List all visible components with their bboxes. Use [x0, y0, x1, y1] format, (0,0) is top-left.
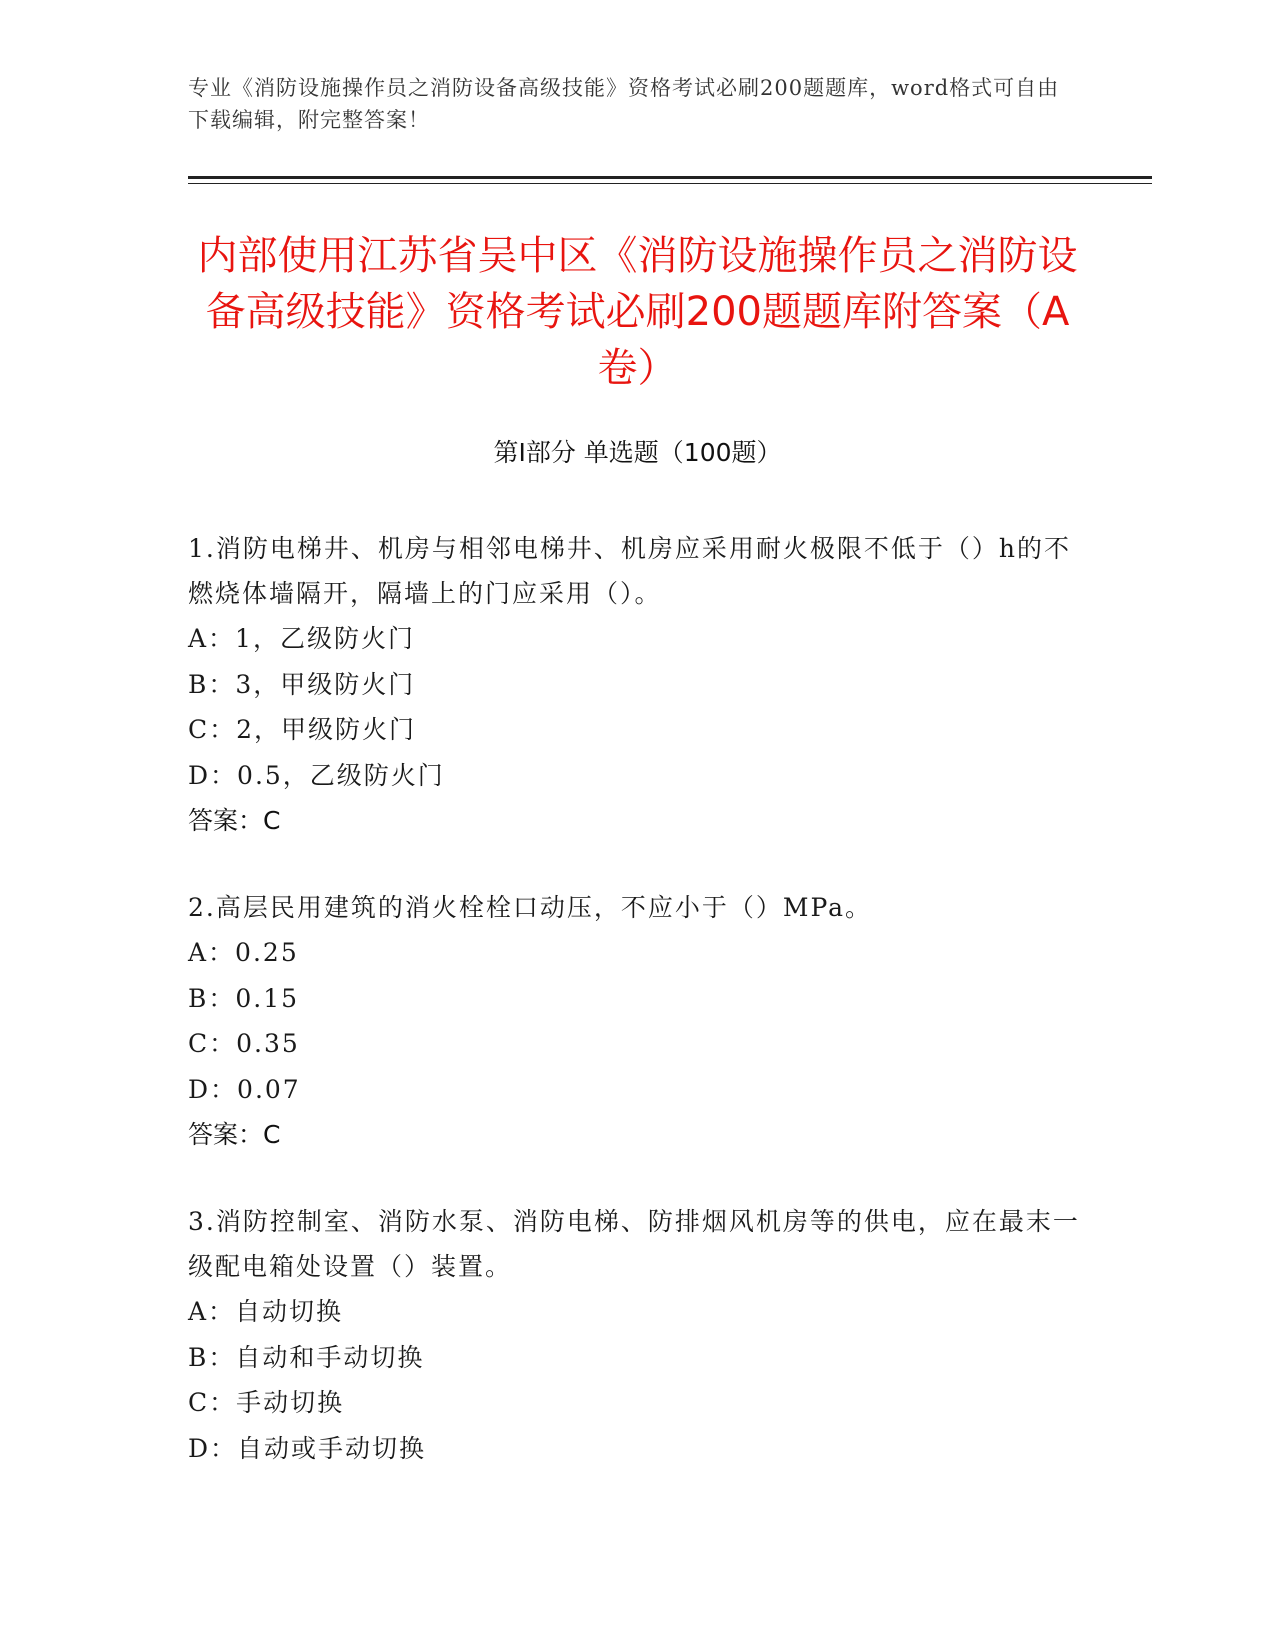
option-c: C：2，甲级防火门 [188, 715, 417, 744]
question-2 [188, 885, 1088, 1157]
option-b: B：0.15 [188, 983, 300, 1013]
option-d: D：自动或手动切换 [188, 1433, 427, 1463]
option-b: B：自动和手动切换 [188, 1342, 425, 1372]
question-stem: 2.高层民用建筑的消火栓栓口动压，不应小于（）MPa。 [188, 893, 873, 922]
option-d: D：0.5，乙级防火门 [188, 760, 445, 790]
option-b: B：3，甲级防火门 [188, 669, 416, 699]
question-list [188, 526, 1088, 1513]
header-divider-thick [188, 176, 1152, 179]
option-c: C：手动切换 [188, 1388, 345, 1417]
section-heading: 第I部分 单选题（100题） [493, 438, 782, 467]
question-3 [188, 1199, 1088, 1471]
option-a: A：0.25 [188, 938, 299, 967]
option-c: C：0.35 [188, 1029, 300, 1058]
question-stem: 1.消防电梯井、机房与相邻电梯井、机房应采用耐火极限不低于（）h的不燃烧体墙隔开，隔墙上的门应采用（）。 [188, 534, 1071, 608]
answer-line: 答案：C [188, 806, 281, 835]
question-stem: 3.消防控制室、消防水泵、消防电梯、防排烟风机房等的供电，应在最末一级配电箱处设置（）装置。 [188, 1207, 1080, 1281]
option-d: D：0.07 [188, 1074, 301, 1104]
header-note: 专业《消防设施操作员之消防设备高级技能》资格考试必刷200题题库，word格式可自由下载编辑，附完整答案！ [188, 76, 1060, 132]
option-a: A：自动切换 [188, 1297, 344, 1326]
document-title: 内部使用江苏省吴中区《消防设施操作员之消防设备高级技能》资格考试必刷200题题库附答案（A卷） [197, 233, 1078, 391]
answer-line: 答案：C [188, 1120, 281, 1149]
option-a: A：1，乙级防火门 [188, 624, 415, 653]
header-divider-thin [188, 183, 1152, 184]
question-1 [188, 526, 1088, 843]
